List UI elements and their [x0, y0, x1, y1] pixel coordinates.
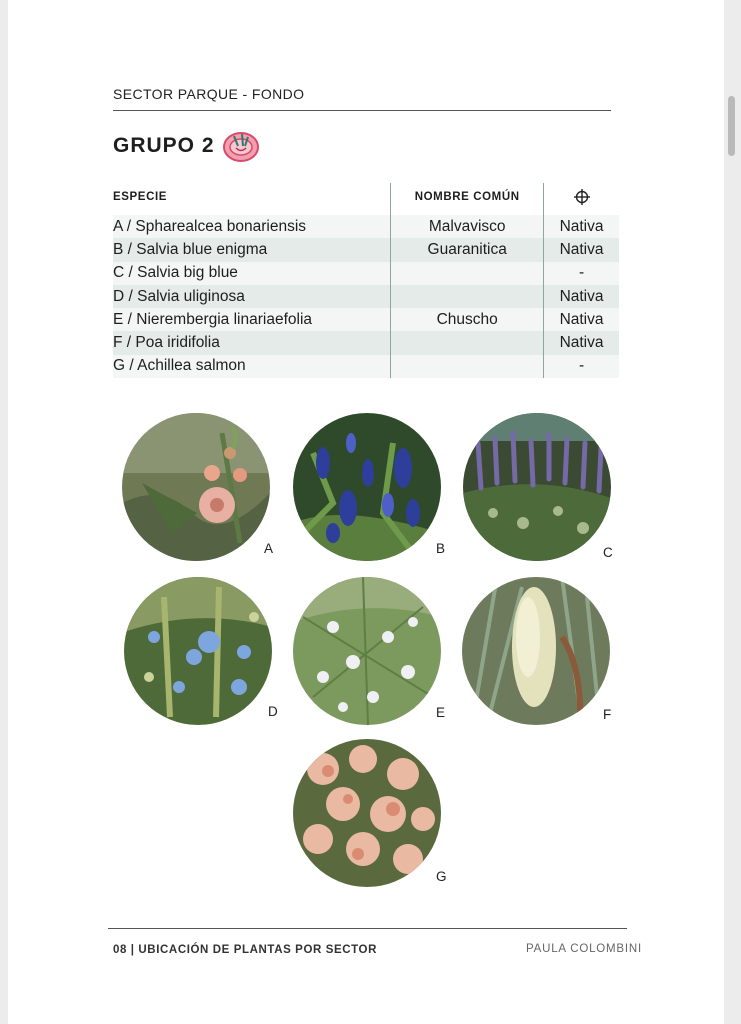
common-name-cell	[391, 331, 544, 354]
photo-label: G	[436, 869, 447, 884]
status-cell: Nativa	[544, 238, 619, 261]
column-header-status	[544, 183, 619, 215]
photo-label: A	[264, 541, 274, 556]
common-name-cell: Malvavisco	[391, 215, 544, 238]
footer-author: PAULA COLOMBINI	[526, 943, 642, 955]
table-row	[113, 215, 619, 238]
light-blue-salvia-photo	[124, 577, 272, 725]
footer-page-title: 08 | UBICACIÓN DE PLANTAS POR SECTOR	[113, 944, 378, 956]
status-cell: Nativa	[544, 285, 619, 308]
photo-label: B	[436, 541, 446, 556]
cream-grass-plume-photo	[462, 577, 610, 725]
common-name-cell	[391, 285, 544, 308]
species-cell: E / Nierembergia linariaefolia	[113, 308, 391, 331]
species-cell: F / Poa iridifolia	[113, 331, 391, 354]
table-row	[113, 238, 619, 261]
pink-mallow-flower-photo	[122, 413, 270, 561]
dark-blue-salvia-photo	[293, 413, 441, 561]
column-header-species: ESPECIE	[113, 191, 168, 203]
table-row	[113, 355, 619, 378]
photo-label: D	[268, 704, 278, 719]
column-header-common-name: NOMBRE COMÚN	[391, 183, 544, 215]
salmon-achillea-photo	[293, 739, 441, 887]
plant-species-table	[113, 183, 619, 378]
status-cell: Nativa	[544, 215, 619, 238]
status-cell: Nativa	[544, 331, 619, 354]
species-cell: D / Salvia uliginosa	[113, 285, 391, 308]
status-cell: Nativa	[544, 308, 619, 331]
scrollbar-thumb[interactable]	[728, 96, 735, 156]
white-nierembergia-flowers-photo	[293, 577, 441, 725]
header-divider	[113, 110, 611, 111]
species-cell: A / Spharealcea bonariensis	[113, 215, 391, 238]
footer-divider	[108, 928, 627, 929]
species-cell: G / Achillea salmon	[113, 355, 391, 378]
species-cell: B / Salvia blue enigma	[113, 238, 391, 261]
group-title: GRUPO 2	[113, 134, 215, 157]
group-badge-icon	[222, 128, 260, 164]
sector-heading: SECTOR PARQUE - FONDO	[113, 86, 305, 102]
table-row	[113, 262, 619, 285]
species-cell: C / Salvia big blue	[113, 262, 391, 285]
table-row	[113, 308, 619, 331]
status-cell: -	[544, 262, 619, 285]
photo-label: E	[436, 705, 446, 720]
table-header-row	[113, 183, 619, 215]
table-row	[113, 285, 619, 308]
common-name-cell: Guaranitica	[391, 238, 544, 261]
table-row	[113, 331, 619, 354]
common-name-cell	[391, 262, 544, 285]
photo-label: F	[603, 707, 612, 722]
common-name-cell: Chuscho	[391, 308, 544, 331]
crosshair-icon	[573, 188, 591, 206]
photo-label: C	[603, 545, 613, 560]
purple-salvia-spikes-photo	[463, 413, 611, 561]
status-cell: -	[544, 355, 619, 378]
common-name-cell	[391, 355, 544, 378]
